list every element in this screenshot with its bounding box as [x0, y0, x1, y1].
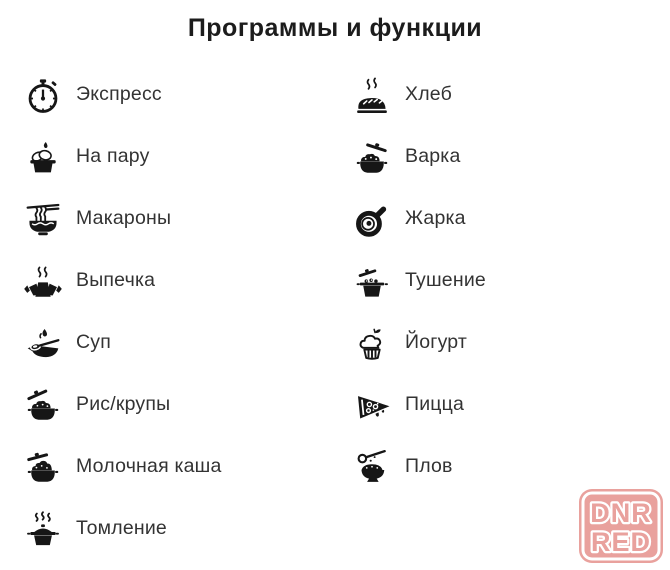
program-label: Суп — [76, 331, 111, 353]
program-item-pizza — [350, 373, 670, 435]
porridge-pot-icon — [21, 444, 65, 488]
program-item-pasta — [21, 188, 330, 250]
program-label: Пицца — [405, 392, 465, 415]
stew-pot-icon — [350, 259, 394, 303]
program-label: Томление — [76, 516, 167, 539]
program-item-simmer — [21, 497, 330, 559]
program-label: Хлеб — [405, 83, 452, 106]
programs-column-left — [0, 64, 330, 559]
program-label: Выпечка — [76, 269, 156, 292]
program-item-milk-porridge — [21, 435, 330, 497]
pizza-slice-icon — [350, 382, 394, 426]
program-item-pilaf — [350, 435, 670, 497]
programs-grid — [0, 64, 670, 559]
frying-pan-icon — [350, 197, 394, 241]
soup-bowl-icon — [21, 321, 65, 365]
rice-pot-icon — [21, 382, 65, 426]
program-label: Молочная каша — [76, 454, 222, 477]
program-label: Йогурт — [405, 331, 468, 353]
program-item-yogurt — [350, 312, 670, 374]
program-item-boil — [350, 126, 670, 188]
program-item-steam — [21, 126, 330, 188]
watermark-badge — [579, 489, 663, 563]
stopwatch-icon — [21, 73, 65, 117]
boiling-pot-icon — [350, 135, 394, 179]
watermark-text-line1: DNR — [590, 498, 652, 528]
program-label: Рис/крупы — [76, 392, 171, 415]
bread-loaf-icon — [350, 73, 394, 117]
program-label: Макароны — [76, 207, 172, 230]
noodle-bowl-icon — [21, 197, 65, 241]
program-item-bread — [350, 64, 670, 126]
program-label: Тушение — [405, 269, 486, 292]
simmer-pot-icon — [21, 506, 65, 550]
watermark-text-line2: RED — [590, 527, 652, 557]
pilaf-bowl-icon — [350, 444, 394, 488]
yogurt-muffin-icon — [350, 321, 394, 365]
programs-column-right — [330, 64, 670, 559]
program-item-express — [21, 64, 330, 126]
program-item-fry — [350, 188, 670, 250]
program-label: Варка — [405, 145, 461, 168]
steam-pot-icon — [21, 135, 65, 179]
program-label: Экспресс — [76, 83, 162, 106]
program-label: Плов — [405, 454, 453, 477]
program-item-baking — [21, 250, 330, 312]
program-label: На пару — [76, 145, 150, 168]
program-label: Жарка — [405, 207, 466, 230]
program-item-soup — [21, 312, 330, 374]
program-item-stew — [350, 250, 670, 312]
program-item-rice — [21, 373, 330, 435]
croissant-icon — [21, 259, 65, 303]
page-title: Программы и функции — [187, 14, 483, 42]
